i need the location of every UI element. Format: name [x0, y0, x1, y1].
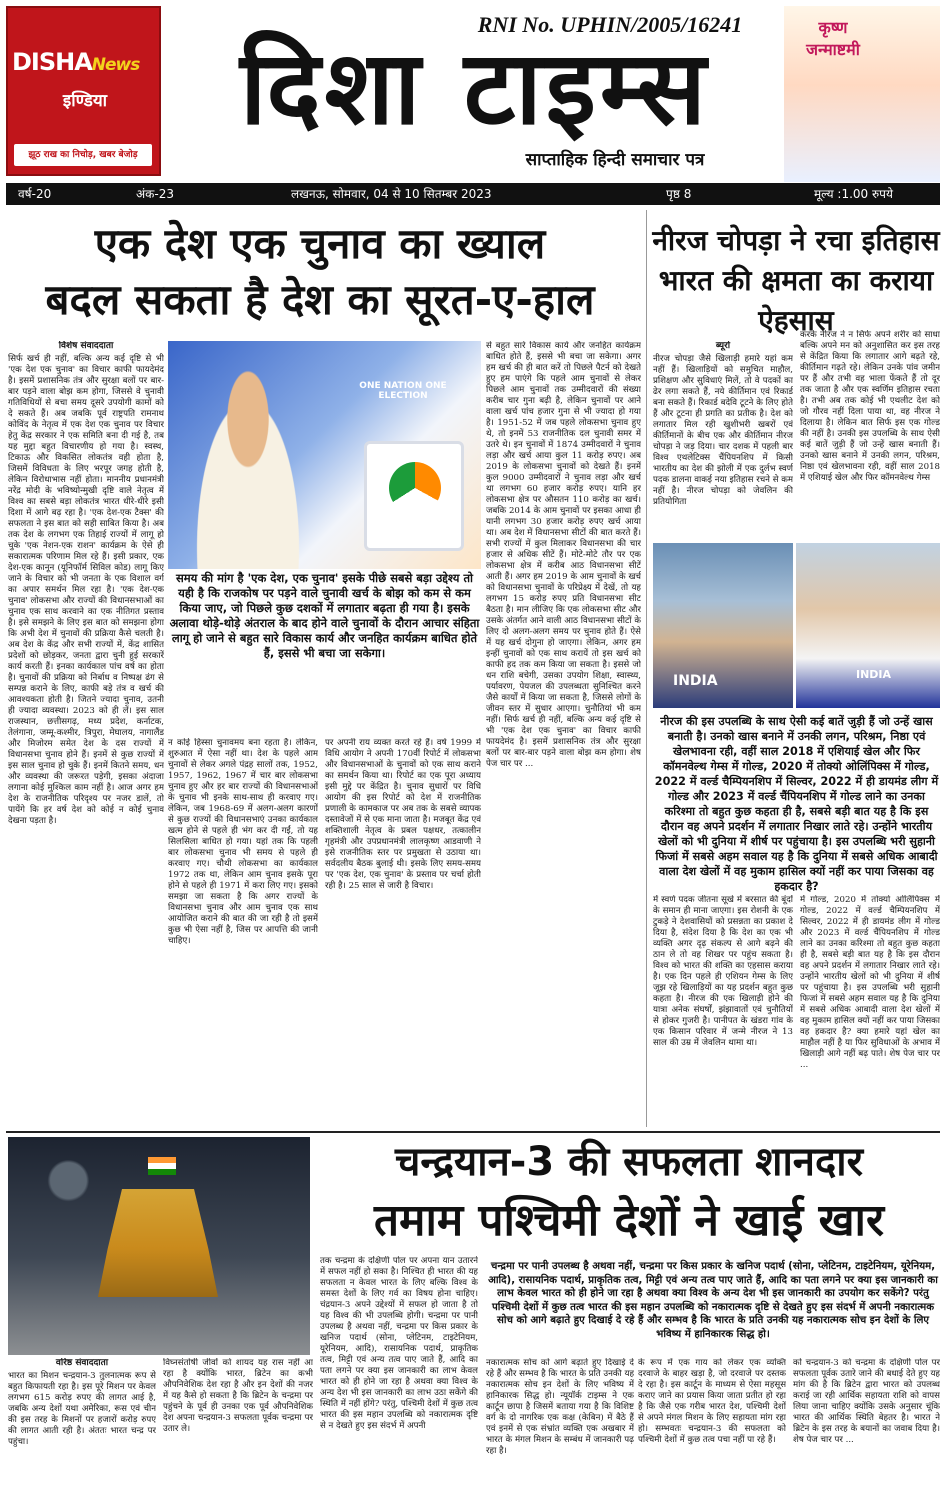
lead-headline-line-2: बदल सकता है देश का सूरत-ए-हाल [45, 275, 595, 324]
column-divider [646, 210, 647, 1127]
price-label: मूल्य :1.00 रुपये [814, 187, 893, 201]
page-number: पृष्ठ 8 [666, 187, 692, 201]
issue-label: अंक-23 [136, 187, 174, 201]
year-label: वर्ष-20 [18, 187, 52, 201]
lead-column-4: से बहुत सारे विकास कार्य और जनहित कार्यक्रम बाधित होते हैं, इससे भी बचा जा सकेगा। अगर हम खर्च की ही बात करें तो पिछले पैटर्न को देखते हुए हम पाएंगे कि पहले आम चुनावों से लेकर पिछले आम चुनावों तक उम्मीदवारों की संख्या करीब चार गुना बढ़ी है, लेकिन चुनावों पर आने वाला खर्च पांच हजार गुना से भी ज्यादा हो गया है। 1951-52 में जब पहले लोकसभा चुनाव हुए थे, तो इनमें 53 राजनीतिक दल चुनावी समर में उतरे थे। इन चुनावों में 1874 उम्मीदवारों ने चुनाव लड़ा और खर्च आया कुल 11 करोड़ रुपए। अब 2019 के लोकसभा चुनावों को देखते हैं। इनमें कुल 9000 उम्मीदवारों ने चुनाव लड़ा और खर्च था लगभग 60 हजार करोड़ रुपए। यानि हर लोकसभा क्षेत्र पर औसतन 110 करोड़ का खर्च। जबकि 2014 के आम चुनावों पर इसका आधा ही यानी लगभग 30 हजार करोड़ रुपए खर्च आया था। अब देश में विधानसभा सीटों की बात करते हैं। सभी राज्यों में कुल मिलाकर विधानसभा की चार हजार से अधिक सीटें हैं। मोटे-मोटे तौर पर एक लोकसभा क्षेत्र में करीब आठ विधानसभा सीटें आती हैं। अगर हम 2019 के आम चुनावों के खर्च को विधानसभा चुनावों के परिप्रेक्ष्य में देखें, तो यह लगभग 15 करोड़ रुपए प्रति विधानसभा सीट बैठता है। मान लीजिए कि एक लोकसभा सीट और उसके अंतर्गत आने वाली आठ विधानसभा सीटों के लिए दो अलग-अलग समय पर चुनाव होते हैं। ऐसे में यह खर्च दोगुना हो जाएगा। लेकिन, अगर हम इन्हीं चुनावों को एक साथ करायें तो इस खर्च को काफी हद तक कम किया जा सकता है। इससे जो धन राशि बचेगी, उसका उपयोग शिक्षा, स्वास्थ्य, पर्यावरण, पेयजल की उपलब्धता सुनिश्चित करने जैसे कार्यों में किया जा सकता है, जिससे लोगों के जीवन स्तर में सुधार आएगा। चुनौतियां भी कम नहीं। सिर्फ खर्च ही नहीं, बल्कि अन्य कई दृष्टि से भी 'एक देश एक चुनाव' का विचार काफी फायदेमंद है। इसमें प्रशासनिक तंत्र और सुरक्षा बलों पर बार-बार पड़ने वाला बोझ कम होगा। शेष पेज चार पर ... [486, 341, 641, 769]
modi-figure [183, 361, 313, 569]
lead-byline: विशेष संवाददाता [58, 341, 114, 351]
tricolor-circle-icon [389, 462, 441, 514]
lead-column-1-text: सिर्फ खर्च ही नहीं, बल्कि अन्य कई दृष्टि से भी 'एक देश एक चुनाव' का विचार काफी फायदेमंद है। इसमें प्रशासनिक तंत्र और सुरक्षा बलों पर बार-बार पड़ने वाला बोझ कम होगा, जिससे वे चुनावी गतिविधियों से बचा समय दूसरे उपयोगी कामों को दे सकते हैं। अब जबकि पूर्व राष्ट्रपति रामनाथ कोविंद के नेतृत्व में एक देश एक चुनाव पर विचार हेतु केंद्र सरकार ने एक समिति बना दी गई है, तब यह मुद्दा बहुत विचारणीय हो गया है। स्वस्थ, टिकाऊ और विकसित लोकतंत्र वही होता है, जिसमें विविधता के लिए भरपूर जगह होती है, लेकिन विरोधाभास नहीं होता। माननीय प्रधानमंत्री नरेंद्र मोदी के भविष्योन्मुखी दृष्टि वाले नेतृत्व में विश्व का सबसे बड़ा लोकतंत्र भारत धीरे-धीरे इसी दिशा में आगे बढ़ रहा है। 'एक देश-एक टैक्स' की सफलता ने इस बात को सही साबित किया है। अब तक देश के लगभग एक तिहाई राज्यों में लागू हो चुके 'एक नेशन-एक राशन' कार्यक्रम के ऐसे ही सकारात्मक परिणाम मिल रहे हैं। इसी प्रकार, एक देश-एक कानून (यूनिफॉर्म सिविल कोड) लागू किए जाने के विचार को भी जनता के एक विशाल वर्ग का अपार समर्थन मिल रहा है। 'एक देश-एक चुनाव' लोकसभा और राज्यों की विधानसभाओं का चुनाव एक साथ करवाने का एक नीतिगत प्रस्ताव है। इसे समझने के लिए इस बात को समझना होगा कि अभी देश में चुनावों की प्रक्रिया कैसे चलती है। अब देश के केंद्र और सभी राज्यों में, केंद्र शासित प्रदेशों को छोड़कर, जनता द्वारा चुनी हुई सरकारें कार्य करती हैं। इनका कार्यकाल पांच वर्ष का होता है। चुनावों की प्रक्रिया को निर्बाध व निष्पक्ष ढंग से सम्पन्न कराने के लिए, काफी बड़े तंत्र व खर्च की आवश्यकता होती है। जितने ज्यादा चुनाव, उतनी ही ज्यादा व्यवस्था। 2023 को ही लें। इस साल राजस्थान, छत्तीसगढ़, मध्य प्रदेश, कर्नाटक, तेलंगाना, जम्मू-कश्मीर, त्रिपुरा, मेघालय, नागालैंड और मिजोरम समेत देश के दस राज्यों में विधानसभा चुनाव होने हैं। इनमें से कुछ राज्यों में इस साल चुनाव हो चुके हैं। इनमें कितने समय, धन और व्यवस्था की जरूरत पड़ेगी, इसका अंदाजा लगाना कोई मुश्किल काम नहीं है। आज अगर हम देश के राजनीतिक परिदृश्य पर नजर डालें, तो पायेंगे कि हर वर्ष देश को कोई न कोई चुनाव देखना पड़ता है। [8, 354, 164, 826]
chandrayaan-subhead: चन्द्रमा पर पानी उपलब्ध है अथवा नहीं, चन्द्रमा पर किस प्रकार के खनिज पदार्थ (सोना, प्लेटिनम, टाइटेनियम, यूरेनियम, आदि), रासायनिक पदार्थ, प्राकृतिक तत्व, मिट्टी एवं अन्य तत्व पाए जाते हैं, आदि का पता लगने पर क्या इस जानकारी का लाभ केवल भारत को ही होने जा रहा है अथवा क्या विश्व के अन्य देश भी इस जानकारी का उपयोग कर सकेंगे? परंतु पश्चिमी देशों में कुछ तत्व भारत की इस महान उपलब्धि को नकारात्मक दृष्टि से देखते हुए इस संदर्भ में अपनी नकारात्मक सोच को आगे बढ़ाते हुए दिखाई दे रहे हैं और सम्भव है कि भारत के प्रति उनकी यह नकारात्मक सोच इन देशों के लिए भविष्य में हानिकारक सिद्ध हो। [488, 1261, 938, 1340]
lead-photo-caption: समय की मांग है 'एक देश, एक चुनाव' इसके पीछे सबसे बड़ा उद्देश्य तो यही है कि राजकोष पर पड़ने वाले चुनावी खर्च के बोझ को कम से कम किया जाए, जो पिछले कुछ दशकों में लगातार बढ़ता ही गया है। इसके अलावा थोड़े-थोड़े अंतराल के बाद होने वाले चुनावों के दौरान आचार संहिता लागू हो जाने से बहुत सारे विकास कार्य और जनहित कार्यक्रम बाधित होते हैं, इससे भी बचा जा सकेगा। [169, 571, 480, 660]
neeraj-byline: ब्यूरो [715, 341, 731, 351]
chandrayaan-column-2: विघ्नसंतोषी जीवों को शायद यह रास नहीं आ रहा है क्योंकि भारत, ब्रिटेन का कभी औपनिवेशिक देश रहा है और इन देशों की नजर में यह कैसे हो सकता है कि ब्रिटेन के चन्द्रमा पर पहुंचने के पूर्व ही उनका एक पूर्व औपनिवेशिक देश अपना चन्द्रयान-3 सफलता पूर्वक चन्द्रमा पर उतार ले। [163, 1358, 313, 1434]
chandrayaan-headline-line-1: चन्द्रयान-3 की सफलता शानदार [395, 1139, 863, 1185]
ballot-box-icon [364, 441, 464, 551]
neeraj-celebration-photo [796, 543, 940, 708]
india-jersey-label: INDIA [856, 668, 892, 681]
neeraj-photo-caption: नीरज की इस उपलब्धि के साथ ऐसी कई बातें जुड़ी हैं जो उन्हें खास बनाती है। उनको खास बनाने में उनकी लगन, परिश्रम, निष्ठा एवं खेलभावना रही, वहीं साल 2018 में एशियाई खेल और फिर कॉमनवेल्थ गेम्स में गोल्ड, 2020 में तोक्यो ओलिंपिक्स में गोल्ड, 2022 में वर्ल्ड चैम्पियनशिप में सिल्वर, 2022 में ही डायमंड लीग में गोल्ड और 2023 में वर्ल्ड चैंपियनशिप में गोल्ड लाने का उनका करिश्मा तो बहुत कुछ कहता ही है, सबसे बड़ी बात यह है कि इस दौरान वह अपने प्रदर्शन में लगातार निखार लाते रहे। उन्होंने भारतीय खेलों को भी दुनिया में शीर्ष पर पहुंचाया है। इस उपलब्धि भरी सुहानी फिजां में सबसे अहम सवाल यह है कि दुनिया में सबसे अधिक आबादी वाला देश खेलों में वह मुकाम हासिल क्यों नहीं कर पाया जिसका वह हकदार है? [654, 715, 939, 893]
neeraj-headline: नीरज चोपड़ा ने रचा इतिहास भारत की क्षमता का कराया ऐहसास [652, 224, 940, 337]
chandrayaan-column-4: नकारात्मक सोच को आगे बढ़ाते हुए दिखाई दे रहे हैं और सम्भव है कि भारत के प्रति उनकी यह नकारात्मक सोच इन देशों के लिए भविष्य में हानिकारक सिद्ध हो। न्यूयॉर्क टाइम्स ने एक कार्टून छापा है जिसमें बताया गया है कि विशिष्ट वर्ग के दो नागरिक एक कक्ष (केबिन) में बैठे हैं एवं इनमें से एक संभ्रांत व्यक्ति एक अखबार में भारत के मंगल मिशन के सम्बंध में जानकारी पढ़ रहा है। [486, 1358, 634, 1456]
logo-news-word: News [91, 55, 140, 75]
logo-title: DISHANews [12, 48, 140, 76]
chandrayaan-column-3: तक चन्द्रमा के दक्षिणी पोल पर अपना यान उतारने में सफल नहीं हो सका है। निश्चित ही भारत की यह सफलता न केवल भारत के लिए बल्कि विश्व के समस्त देशों के लिए गर्व का विषय होना चाहिए। चंद्रयान-3 अपने उद्देश्यों में सफल हो जाता है तो यह विश्व की भी उपलब्धि होगी। चन्द्रमा पर पानी उपलब्ध है अथवा नहीं, चन्द्रमा पर किस प्रकार के खनिज पदार्थ (सोना, प्लेटिनम, टाइटेनियम, यूरेनियम, आदि), रासायनिक पदार्थ, प्राकृतिक तत्व, मिट्टी एवं अन्य तत्व पाए जाते हैं, आदि का पता लगने पर क्या इस जानकारी का लाभ केवल भारत को ही होने जा रहा है अथवा क्या विश्व के अन्य देश भी इस जानकारी का लाभ उठा सकेंगे की स्थिति में नहीं होंगे? परंतु, पश्चिमी देशों में कुछ तत्व भारत की इस महान उपलब्धि को नकारात्मक दृष्टि से न देखते हुए इस संदर्भ में अपनी [320, 1256, 478, 1431]
chandrayaan-headline-line-2: तमाम पश्चिमी देशों ने खाई खार [374, 1195, 884, 1246]
logo-tagline: झूठ राख का निचोड़, खबर बेजोड़ [14, 144, 152, 166]
chandrayaan-column-6: को चन्द्रयान-3 को चन्द्रमा के दक्षिणी पोल पर सफलता पूर्वक उतारे जाने की बधाई देते हुए यह मांग की है कि ब्रिटेन द्वारा भारत को उपलब्ध कराई जा रही आर्थिक सहायता राशि को वापस लिया जाना चाहिए क्योंकि उसके अनुसार चूंकि भारत की आर्थिक स्थिति बेहतर है। भारत ने ब्रिटेन के इस तरह के बयानों का जवाब दिया है। शेष पेज चार पर ... [793, 1358, 940, 1445]
neeraj-column-1 [653, 341, 793, 549]
issue-info-bar [6, 183, 940, 205]
modi-one-nation-one-election-photo [168, 341, 481, 569]
chandrayaan-column-5: के रूप में एक गाय को लेकर एक व्यक्ति दरवाजे के बाहर खड़ा है, जो दरवाजे पर दस्तक दे रहा है। इस कार्टून के माध्यम से ऐसा महसूस कराए जाने का प्रयास किया जाता प्रतीत हो रहा है कि जैसे एक गरीब भारत देश, पश्चिमी देशों से अपने मंगल मिशन के लिए सहायता मांग रहा हो। सम्भवतः चन्द्रयान-3 की सफलता को पश्चिमी देशों में कुछ तत्व पचा नहीं पा रहे हैं। [638, 1358, 786, 1445]
lead-headline-line-1: एक देश एक चुनाव का ख्याल [94, 219, 546, 268]
lander-icon [98, 1177, 218, 1297]
rni-number: RNI No. UPHIN/2005/16241 [477, 12, 743, 37]
logo-subtitle: इण्डिया [62, 91, 108, 111]
one-nation-one-election-label: ONE NATION ONE ELECTION [359, 381, 447, 401]
india-jersey-label: INDIA [673, 673, 718, 689]
newspaper-subtitle: साप्ताहिक हिन्दी समाचार पत्र [525, 150, 705, 170]
chandrayaan-lander-photo [8, 1137, 310, 1355]
lead-column-2: न कोई हिस्सा चुनावमय बना रहता है। लेकिन, शुरुआत में ऐसा नहीं था। देश के पहले आम चुनावों से लेकर अगले पंद्रह सालों तक, 1952, 1957, 1962, 1967 में चार बार लोकसभा चुनाव हुए और हर बार राज्यों की विधानसभाओं के चुनाव भी इनके साथ-साथ ही करवाए गए। लेकिन, जब 1968-69 में अलग-अलग कारणों से कुछ राज्यों की विधानसभाएं उनका कार्यकाल खत्म होने से पहले ही भंग कर दी गईं, तो यह सिलसिला बाधित हो गया। यहां तक कि पहली बार लोकसभा चुनाव भी समय से पहले ही करवाए गए। चौथी लोकसभा का कार्यकाल 1972 तक था, लेकिन आम चुनाव इसके पूरा होने से पहले ही 1971 में करा लिए गए। इसको समझा जा सकता है कि अगर राज्यों के विधानसभा चुनाव और आम चुनाव एक साथ आयोजित कराने की बात की जा रही है तो इसमें कुछ भी ऐसा नहीं है, जिस पर आपत्ति की जानी चाहिए। [168, 738, 318, 946]
chandrayaan-column-1 [8, 1358, 156, 1486]
lead-column-1 [8, 341, 164, 1127]
neeraj-column-4: में गोल्ड, 2020 में तोक्यो ओलिंपिक्स में गोल्ड, 2022 में वर्ल्ड चैम्पियनशिप में सिल्वर, 2022 में ही डायमंड लीग में गोल्ड और 2023 में वर्ल्ड चैंपियनशिप में गोल्ड लाने का उनका करिश्मा तो बहुत कुछ कहता ही है, सबसे बड़ी बात यह है कि इस दौरान वह अपने प्रदर्शन में लगातार निखार लाते रहे। उन्होंने भारतीय खेलों को भी दुनिया में शीर्ष पर पहुंचाया है। इस उपलब्धि भरी सुहानी फिजां में सबसे अहम सवाल यह है कि दुनिया में सबसे अधिक आबादी वाला देश खेलों में वह मुकाम हासिल क्यों नहीं कर पाया जिसका वह हकदार है? क्या हमारे यहां खेल का माहौल नहीं है या फिर सुविधाओं के अभाव में खिलाड़ी आगे नहीं बढ़ पाते। शेष पेज चार पर ... [800, 895, 940, 1070]
lead-column-3: पर अपनी राय व्यक्त करते रहे हैं। वर्ष 1999 में विधि आयोग ने अपनी 170वीं रिपोर्ट में लोकसभा और विधानसभाओं के चुनावों को एक साथ कराने का समर्थन किया था। रिपोर्ट का एक पूरा अध्याय इसी मुद्दे पर केंद्रित है। चुनाव सुधारों पर विधि आयोग की इस रिपोर्ट को देश में राजनीतिक प्रणाली के कामकाज पर अब तक के सबसे व्यापक दस्तावेजों में से एक माना जाता है। मजबूत केंद्र एवं शक्तिशाली नेतृत्व के प्रबल पक्षधर, तत्कालीन गृहमंत्री और उपप्रधानमंत्री लालकृष्ण आडवाणी ने इसे राजनीतिक स्तर पर प्रमुखता से उठाया था। सर्वदलीय बैठक बुलाई थी। इसके लिए समय-समय पर 'एक देश, एक चुनाव' के प्रस्ताव पर चर्चा होती रही है। 25 साल से जारी है विचार। [325, 738, 481, 891]
neeraj-column-2: करके नीरज ने न सिर्फ अपने शरीर को साधा बल्कि अपने मन को अनुशासित कर इस तरह से केंद्रित किया कि लगातार आगे बढ़ते रहे, कीर्तिमान गढ़ते रहे। लेकिन उनके पांव जमीन पर हैं और तभी वह भाला फेंकते हैं तो दूर तक जाता है और एक स्वर्णिम इतिहास रचता है। तभी अब तक कोई भी एथलीट देश को जो गौरव नहीं दिला पाया था, वह नीरज ने दिलाया है। लेकिन बात सिर्फ इस एक गोल्ड की नहीं है। उनकी इस उपलब्धि के साथ ऐसी कई बातें जुड़ी हैं जो उन्हें खास बनाती हैं। उनको खास बनाने में उनकी लगन, परिश्रम, निष्ठा एवं खेलभावना रही, वहीं साल 2018 में एशियाई खेल और फिर कॉमनवेल्थ गेम्स [800, 330, 940, 483]
chandrayaan-column-1-text: भारत का मिशन चन्द्रयान-3 तुलनात्मक रूप से बहुत किफायती रहा है। इस पूरे मिशन पर केवल लगभग 615 करोड़ रुपए की लागत आई है, जबकि अन्य देशों यथा अमेरिका, रूस एवं चीन की इस तरह के मिशनों पर हजारों करोड़ रुपए की लागत आती रही है। अंततः भारत चन्द्र पर पहुंचा। [8, 1371, 156, 1447]
neeraj-column-1-text: नीरज चोपड़ा जैसे खिलाड़ी हमारे यहां कम नहीं हैं। खिलाड़ियों को समुचित माहौल, प्रशिक्षण और सुविधाएं मिलें, तो वे पदकों का ढेर लगा सकते हैं, नये कीर्तिमान एवं रिकार्ड बना सकते हैं। रिकार्ड बदेवि टूटने के लिए होते हैं और टूटना ही प्रगति का प्रतीक है। देश को लगातार मिल रही खुशीभरी खबरों एवं कीर्तिमानों के बीच एक और कीर्तिमान नीरज चोपड़ा ने जड़ दिया। चार दशक में पहली बार विश्व एथलेटिक्स चैंपियनशिप में किसी भारतीय का देश की झोली में एक दुर्लभ स्वर्ण पदक डालना वाकई नया इतिहास रचने से कम नहीं है। नीरज चोपड़ा को जेवलिन की प्रतियोगिता [653, 354, 793, 507]
chandrayaan-byline: वरिष्ठ संवाददाता [55, 1358, 109, 1368]
dateline: लखनऊ, सोमवार, 04 से 10 सितम्बर 2023 [291, 187, 492, 201]
section-divider [6, 1131, 940, 1133]
newspaper-title: दिशा टाइम्स [240, 29, 710, 148]
janmashtami-text: कृष्ण जन्माष्टमी [806, 18, 860, 59]
neeraj-javelin-photo [653, 543, 793, 708]
india-flag-icon [148, 1157, 176, 1175]
neeraj-column-3: में स्वर्ण पदक जीतना सूखे में बरसात की बूंदों के समान ही माना जाएगा। इस रोशनी के एक टुकड़े ने देशवासियों को प्रसन्नता का प्रकाश दे दिया है, संदेश दिया है कि देश का एक भी व्यक्ति अगर दृढ़ संकल्प से आगे बढ़ने की ठान ले तो वह शिखर पर पहुंच सकता है। विश्व को भारत की शक्ति का एहसास कराया है। एक दिन पहले ही एशियन गेम्स के लिए जूझ रहे खिलाड़ियों का यह प्रदर्शन बहुत कुछ कहता है। नीरज की एक खिलाड़ी होने की यात्रा अनेक संघर्षों, झंझावातों एवं चुनौतियों से होकर गुजरी है। पानीपत के खंडरा गांव के एक किसान परिवार में जन्मे नीरज ने 13 साल की उम्र में जेवलिन थामा था। [653, 895, 793, 1048]
